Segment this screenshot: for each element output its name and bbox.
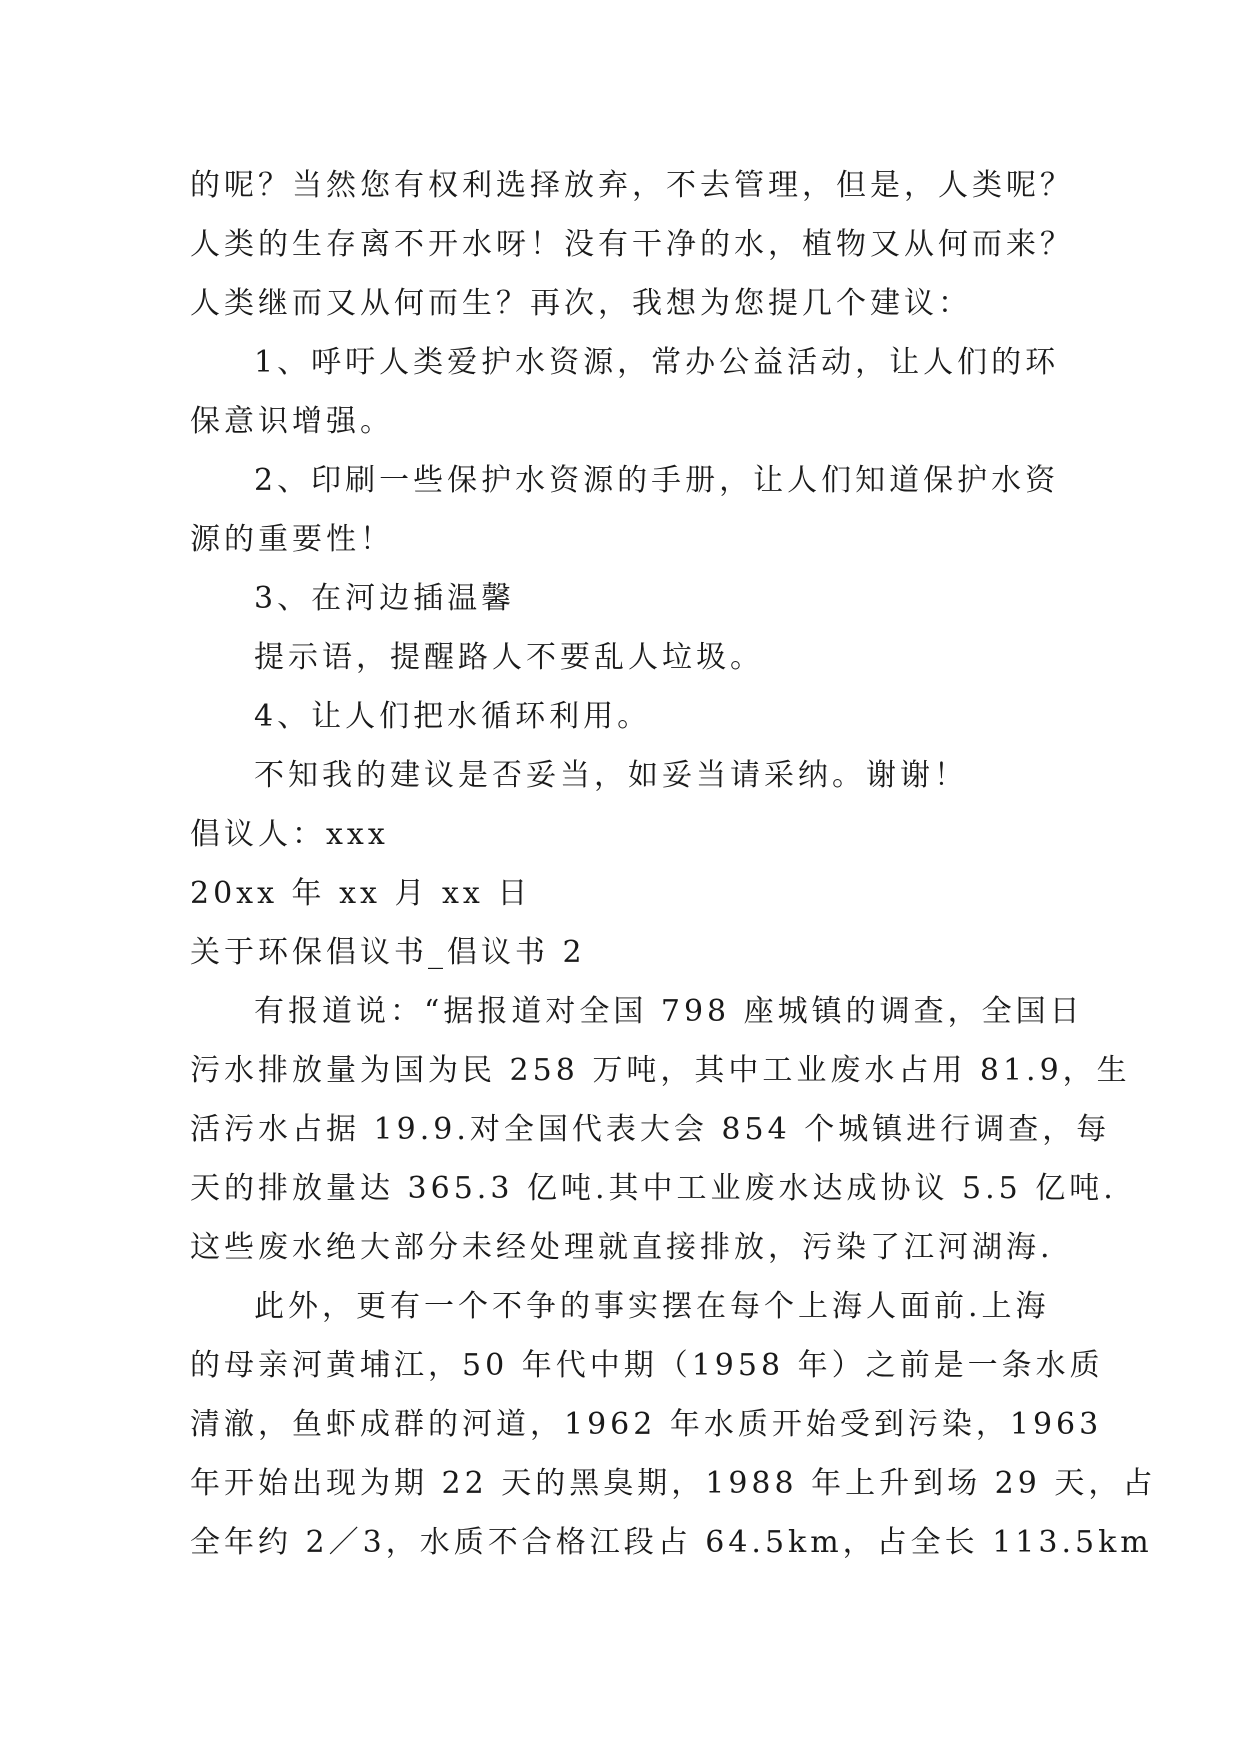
text-line: 不知我的建议是否妥当，如妥当请采纳。谢谢！ (254, 758, 968, 793)
text-line: 天的排放量达 365.3 亿吨.其中工业废水达成协议 5.5 亿吨. (190, 1171, 1117, 1206)
text-line: 年开始出现为期 22 天的黑臭期，1988 年上升到场 29 天，占 (190, 1466, 1157, 1501)
text-line: 这些废水绝大部分未经处理就直接排放，污染了江河湖海. (190, 1230, 1054, 1265)
text-line: 的母亲河黄埔江，50 年代中期（1958 年）之前是一条水质 (190, 1348, 1104, 1383)
text-line: 有报道说：“据报道对全国 798 座城镇的调查，全国日 (254, 994, 1084, 1029)
proposer-line: 倡议人：xxx (190, 817, 389, 852)
text-line: 源的重要性！ (190, 522, 394, 557)
text-line: 2、印刷一些保护水资源的手册，让人们知道保护水资 (254, 463, 1060, 498)
text-line: 污水排放量为国为民 258 万吨，其中工业废水占用 81.9，生 (190, 1053, 1131, 1088)
section-title: 关于环保倡议书_倡议书 2 (190, 935, 586, 970)
date-line: 20xx 年 xx 月 xx 日 (190, 876, 532, 911)
text-line: 1、呼吁人类爱护水资源，常办公益活动，让人们的环 (254, 345, 1060, 380)
text-line: 清澈，鱼虾成群的河道，1962 年水质开始受到污染，1963 (190, 1407, 1103, 1442)
text-line: 活污水占据 19.9.对全国代表大会 854 个城镇进行调查，每 (190, 1112, 1111, 1147)
document-body (190, 156, 1157, 1572)
text-line: 全年约 2／3，水质不合格江段占 64.5km，占全长 113.5km (190, 1525, 1153, 1560)
text-line: 提示语，提醒路人不要乱人垃圾。 (254, 640, 764, 675)
text-line: 人类继而又从何而生？再次，我想为您提几个建议： (190, 286, 972, 321)
text-line: 3、在河边插温馨 (254, 581, 516, 616)
text-line: 保意识增强。 (190, 404, 394, 439)
text-line: 的呢？当然您有权利选择放弃，不去管理，但是，人类呢？ (190, 168, 1074, 203)
text-line: 此外，更有一个不争的事实摆在每个上海人面前.上海 (254, 1289, 1050, 1324)
text-line: 4、让人们把水循环利用。 (254, 699, 652, 734)
text-line: 人类的生存离不开水呀！没有干净的水，植物又从何而来？ (190, 227, 1074, 262)
